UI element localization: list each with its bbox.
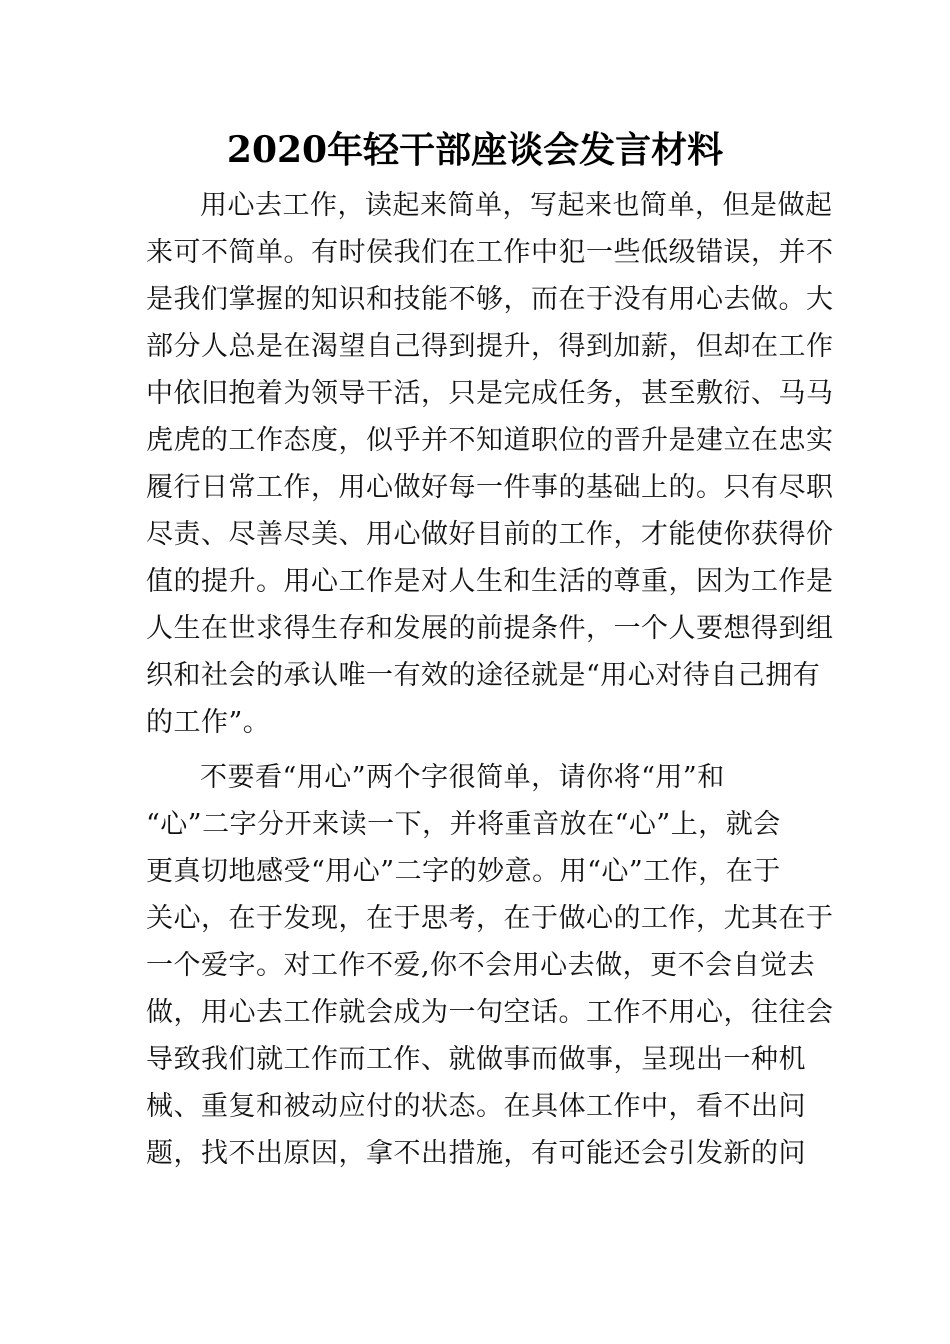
paragraph-line: 人生在世求得生存和发展的前提条件，一个人要想得到组 xyxy=(146,613,834,644)
paragraph-line: 导致我们就工作而工作、就做事而做事，呈现出一种机 xyxy=(146,1044,806,1075)
paragraph-line: 来可不简单。有时侯我们在工作中犯一些低级错误，并不 xyxy=(146,237,834,268)
paragraph-line: 尽责、尽善尽美、用心做好目前的工作，才能使你获得价 xyxy=(146,519,834,550)
paragraph-line: “心”二字分开来读一下，并将重音放在“心”上，就会 xyxy=(146,809,781,840)
paragraph-line: 械、重复和被动应付的状态。在具体工作中，看不出问 xyxy=(146,1091,806,1122)
paragraph-line: 用心去工作，读起来简单，写起来也简单，但是做起 xyxy=(200,190,833,221)
paragraph-line: 一个爱字。对工作不爱,你不会用心去做，更不会自觉去 xyxy=(146,950,816,981)
paragraph-line: 题，找不出原因，拿不出措施，有可能还会引发新的问 xyxy=(146,1138,806,1169)
paragraph-line: 更真切地感受“用心”二字的妙意。用“心”工作，在于 xyxy=(146,856,781,887)
paragraph-2 xyxy=(146,754,834,1177)
paragraph-line: 织和社会的承认唯一有效的途径就是“用心对待自己拥有 xyxy=(146,660,821,691)
paragraph-line: 的工作”。 xyxy=(146,707,271,738)
paragraph-line: 履行日常工作，用心做好每一件事的基础上的。只有尽职 xyxy=(146,472,834,503)
paragraph-line: 虎虎的工作态度，似乎并不知道职位的晋升是建立在忠实 xyxy=(146,425,834,456)
paragraph-line: 中依旧抱着为领导干活，只是完成任务，甚至敷衍、马马 xyxy=(146,378,834,409)
paragraph-1 xyxy=(146,182,834,746)
document-title: 2020年轻干部座谈会发言材料 xyxy=(226,129,724,171)
paragraph-line: 部分人总是在渴望自己得到提升，得到加薪，但却在工作 xyxy=(146,331,834,362)
paragraph-line: 不要看“用心”两个字很简单，请你将“用”和 xyxy=(200,762,725,793)
document-body xyxy=(146,182,834,1177)
paragraph-line: 值的提升。用心工作是对人生和生活的尊重，因为工作是 xyxy=(146,566,834,597)
paragraph-line: 关心，在于发现，在于思考，在于做心的工作，尤其在于 xyxy=(146,903,834,934)
paragraph-line: 做，用心去工作就会成为一句空话。工作不用心，往往会 xyxy=(146,997,834,1028)
paragraph-line: 是我们掌握的知识和技能不够，而在于没有用心去做。大 xyxy=(146,284,834,315)
